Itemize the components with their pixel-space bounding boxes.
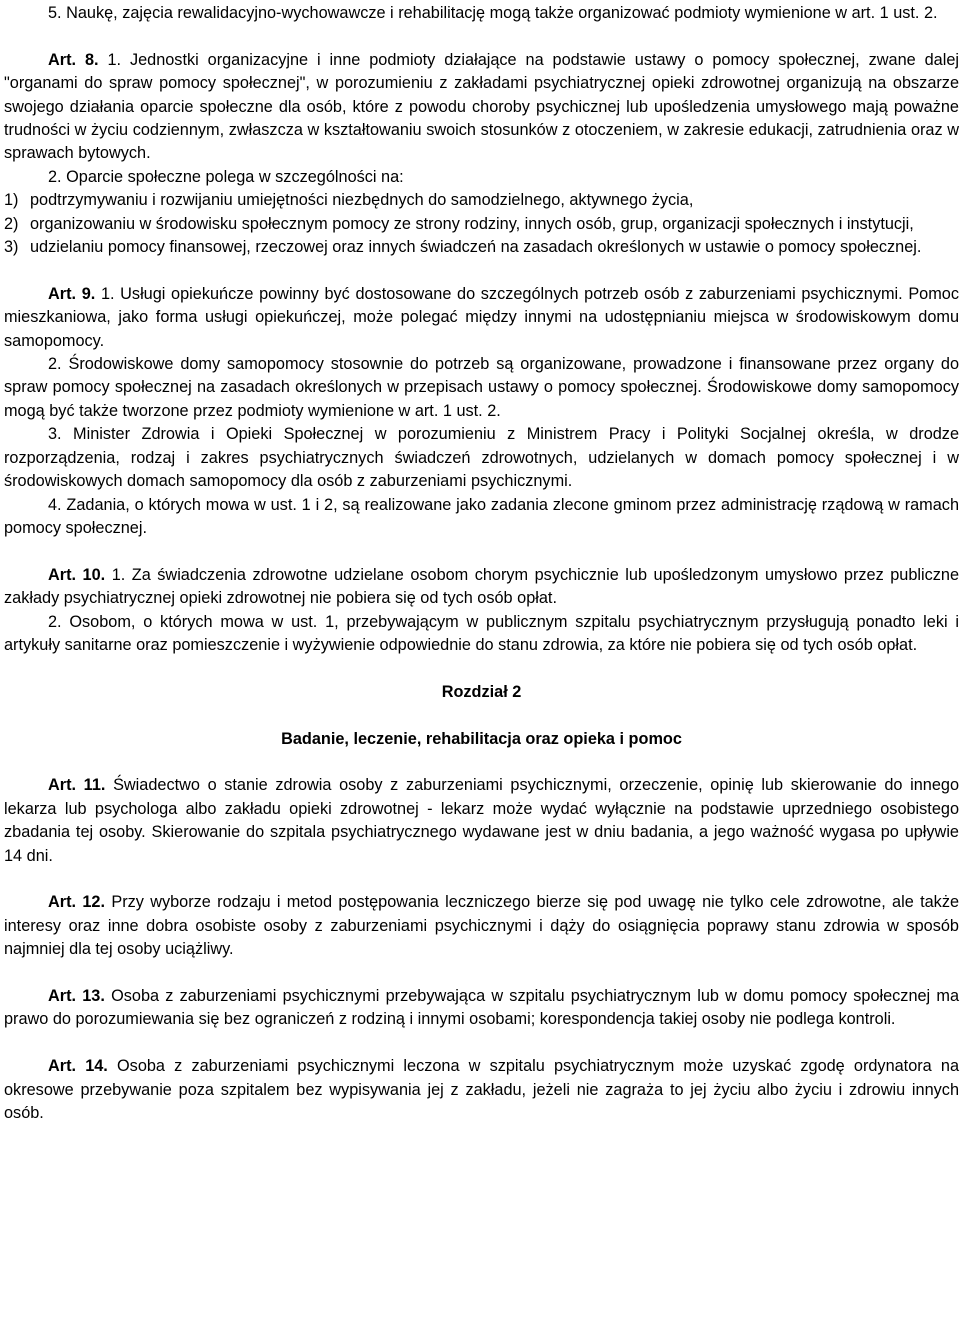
article-9 [4, 283, 959, 540]
spacer [4, 657, 959, 680]
spacer [4, 704, 959, 727]
article-9-para-2: 2. Środowiskowe domy samopomocy stosownie do potrzeb są organizowane, prowadzone i finansowane przez organy do spraw pomocy społecznej na zasadach określonych w przepisach ustawy o pomocy społecznej. Środowiskowe domy samopomocy mogą być także tworzone przez podmioty wymienione w art. 1 ust. 2. [4, 355, 959, 420]
article-12 [4, 891, 959, 961]
chapter-number: Rozdział 2 [441, 682, 522, 701]
article-11-text [4, 774, 959, 868]
spacer [4, 259, 959, 282]
article-9-para-1 [4, 283, 959, 353]
paragraph-art7-ust5: 5. Naukę, zajęcia rewalidacyjno-wychowawcze i rehabilitację mogą także organizować podmioty wymienione w art. 1 ust. 2. [48, 4, 938, 22]
article-14-label: Art. 14. [48, 1057, 108, 1076]
list-item-text: organizowaniu w środowisku społecznym pomocy ze strony rodziny, innych osób, grup, organizacji społecznych i instytucji, [30, 214, 914, 233]
article-13 [4, 985, 959, 1032]
spacer [4, 962, 959, 985]
list-item-number: 3) [4, 238, 19, 257]
article-13-body: Osoba z zaburzeniami psychicznymi przebywająca w szpitalu psychiatrycznym lub w domu pomocy społecznej ma prawo do porozumiewania się bez ograniczeń z rodziną i innymi osobami; korespondencja takiej osoby nie podlega kontroli. [4, 986, 959, 1029]
spacer [4, 540, 959, 563]
spacer [4, 751, 959, 774]
article-11 [4, 774, 959, 868]
article-10-label: Art. 10. [48, 565, 106, 584]
article-8-para-2: 2. Oparcie społeczne polega w szczególności na: [48, 167, 404, 186]
article-12-label: Art. 12. [48, 893, 105, 912]
list-item [4, 236, 959, 259]
spacer [4, 1032, 959, 1055]
article-8-label: Art. 8. [48, 50, 99, 69]
article-10-para-1 [4, 564, 959, 611]
article-9-para-1-text: 1. Usługi opiekuńcze powinny być dostosowane do szczególnych potrzeb osób z zaburzeniami psychicznymi. Pomoc mieszkaniowa, jako forma usługi opiekuńczej, może polegać między innymi na udostępnianiu miejsca w środowiskowym domu samopomocy. [4, 284, 959, 350]
article-12-body: Przy wyborze rodzaju i metod postępowania leczniczego bierze się pod uwagę nie tylko cele zdrowotne, ale także interesy oraz inne dobra osobiste osoby z zaburzeniami psychicznymi i dąży do osiągnięcia poprawy stanu zdrowia w sposób najmniej dla tej osoby uciążliwy. [4, 893, 960, 959]
article-11-label: Art. 11. [48, 776, 106, 795]
list-item [4, 213, 959, 236]
article-14-text [4, 1055, 959, 1125]
list-item [4, 189, 959, 212]
article-10-para-1-text: 1. Za świadczenia zdrowotne udzielane osobom chorym psychicznie lub upośledzonym umysłowo przez publiczne zakłady psychiatrycznej opieki zdrowotnej nie pobiera się od tych osób opłat. [4, 565, 959, 608]
article-8-para-1 [4, 49, 959, 166]
article-12-text [4, 891, 959, 961]
list-item-number: 1) [4, 191, 19, 210]
article-13-label: Art. 13. [48, 986, 105, 1005]
article-9-label: Art. 9. [48, 284, 96, 303]
list-item-text: podtrzymywaniu i rozwijaniu umiejętności niezbędnych do samodzielnego, aktywnego życia, [30, 191, 694, 210]
spacer [4, 868, 959, 891]
article-9-para-4: 4. Zadania, o których mowa w ust. 1 i 2, są realizowane jako zadania zlecone gminom przez administrację rządową w ramach pomocy społecznej. [4, 495, 959, 537]
article-13-text [4, 985, 959, 1032]
spacer [4, 25, 959, 48]
article-14-body: Osoba z zaburzeniami psychicznymi leczona w szpitalu psychiatrycznym może uzyskać zgodę ordynatora na okresowe przebywanie poza szpitalem bez wypisywania jej z zakładu, jeżeli nie zagraża to jej życiu albo życiu i zdrowiu innych osób. [4, 1057, 960, 1122]
chapter-title: Badanie, leczenie, rehabilitacja oraz opieka i pomoc [281, 729, 682, 748]
list-item-text: udzielaniu pomocy finansowej, rzeczowej oraz innych świadczeń na zasadach określonych w ustawie o pomocy społecznej. [30, 238, 922, 257]
article-8-para-1-text: 1. Jednostki organizacyjne i inne podmioty działające na podstawie ustawy o pomocy społecznej, zwane dalej "organami do spraw pomocy społecznej", w porozumieniu z zakładami psychiatrycznej opieki zdrowotnej organizują na obszarze swojego działania oparcie społeczne dla osób, które z powodu choroby psychicznej lub upośledzenia umysłowego mają poważne trudności w życiu codziennym, zwłaszcza w kształtowaniu swoich stosunków z otoczeniem, w zakresie edukacji, zatrudnienia oraz w sprawach bytowych. [4, 50, 959, 163]
article-9-para-3: 3. Minister Zdrowia i Opieki Społecznej w porozumieniu z Ministrem Pracy i Polityki Socjalnej określa, w drodze rozporządzenia, rodzaj i zakres psychiatrycznych świadczeń zdrowotnych, udzielanych w domach pomocy społecznej i w środowiskowych domach samopomocy dla osób z zaburzeniami psychicznymi. [4, 425, 959, 491]
list-item-number: 2) [4, 214, 19, 233]
article-8 [4, 49, 959, 260]
article-14 [4, 1055, 959, 1125]
article-10-para-2: 2. Osobom, o których mowa w ust. 1, przebywającym w publicznym szpitalu psychiatrycznym przysługują ponadto leki i artykuły sanitarne oraz pomieszczenie i wyżywienie odpowiednie do stanu zdrowia, za które nie pobiera się od tych osób opłat. [4, 612, 959, 654]
article-10 [4, 564, 959, 658]
article-11-body: Świadectwo o stanie zdrowia osoby z zaburzeniami psychicznymi, orzeczenie, opinię lub skierowanie do innego lekarza lub psychologa albo zakładu opieki zdrowotnej - lekarz może wydać wyłącznie na podstawie uprzedniego osobistego zbadania tej osoby. Skierowanie do szpitala psychiatrycznego wydawane jest w dniu badania, a jego ważność wygasa po upływie 14 dni. [4, 776, 960, 865]
